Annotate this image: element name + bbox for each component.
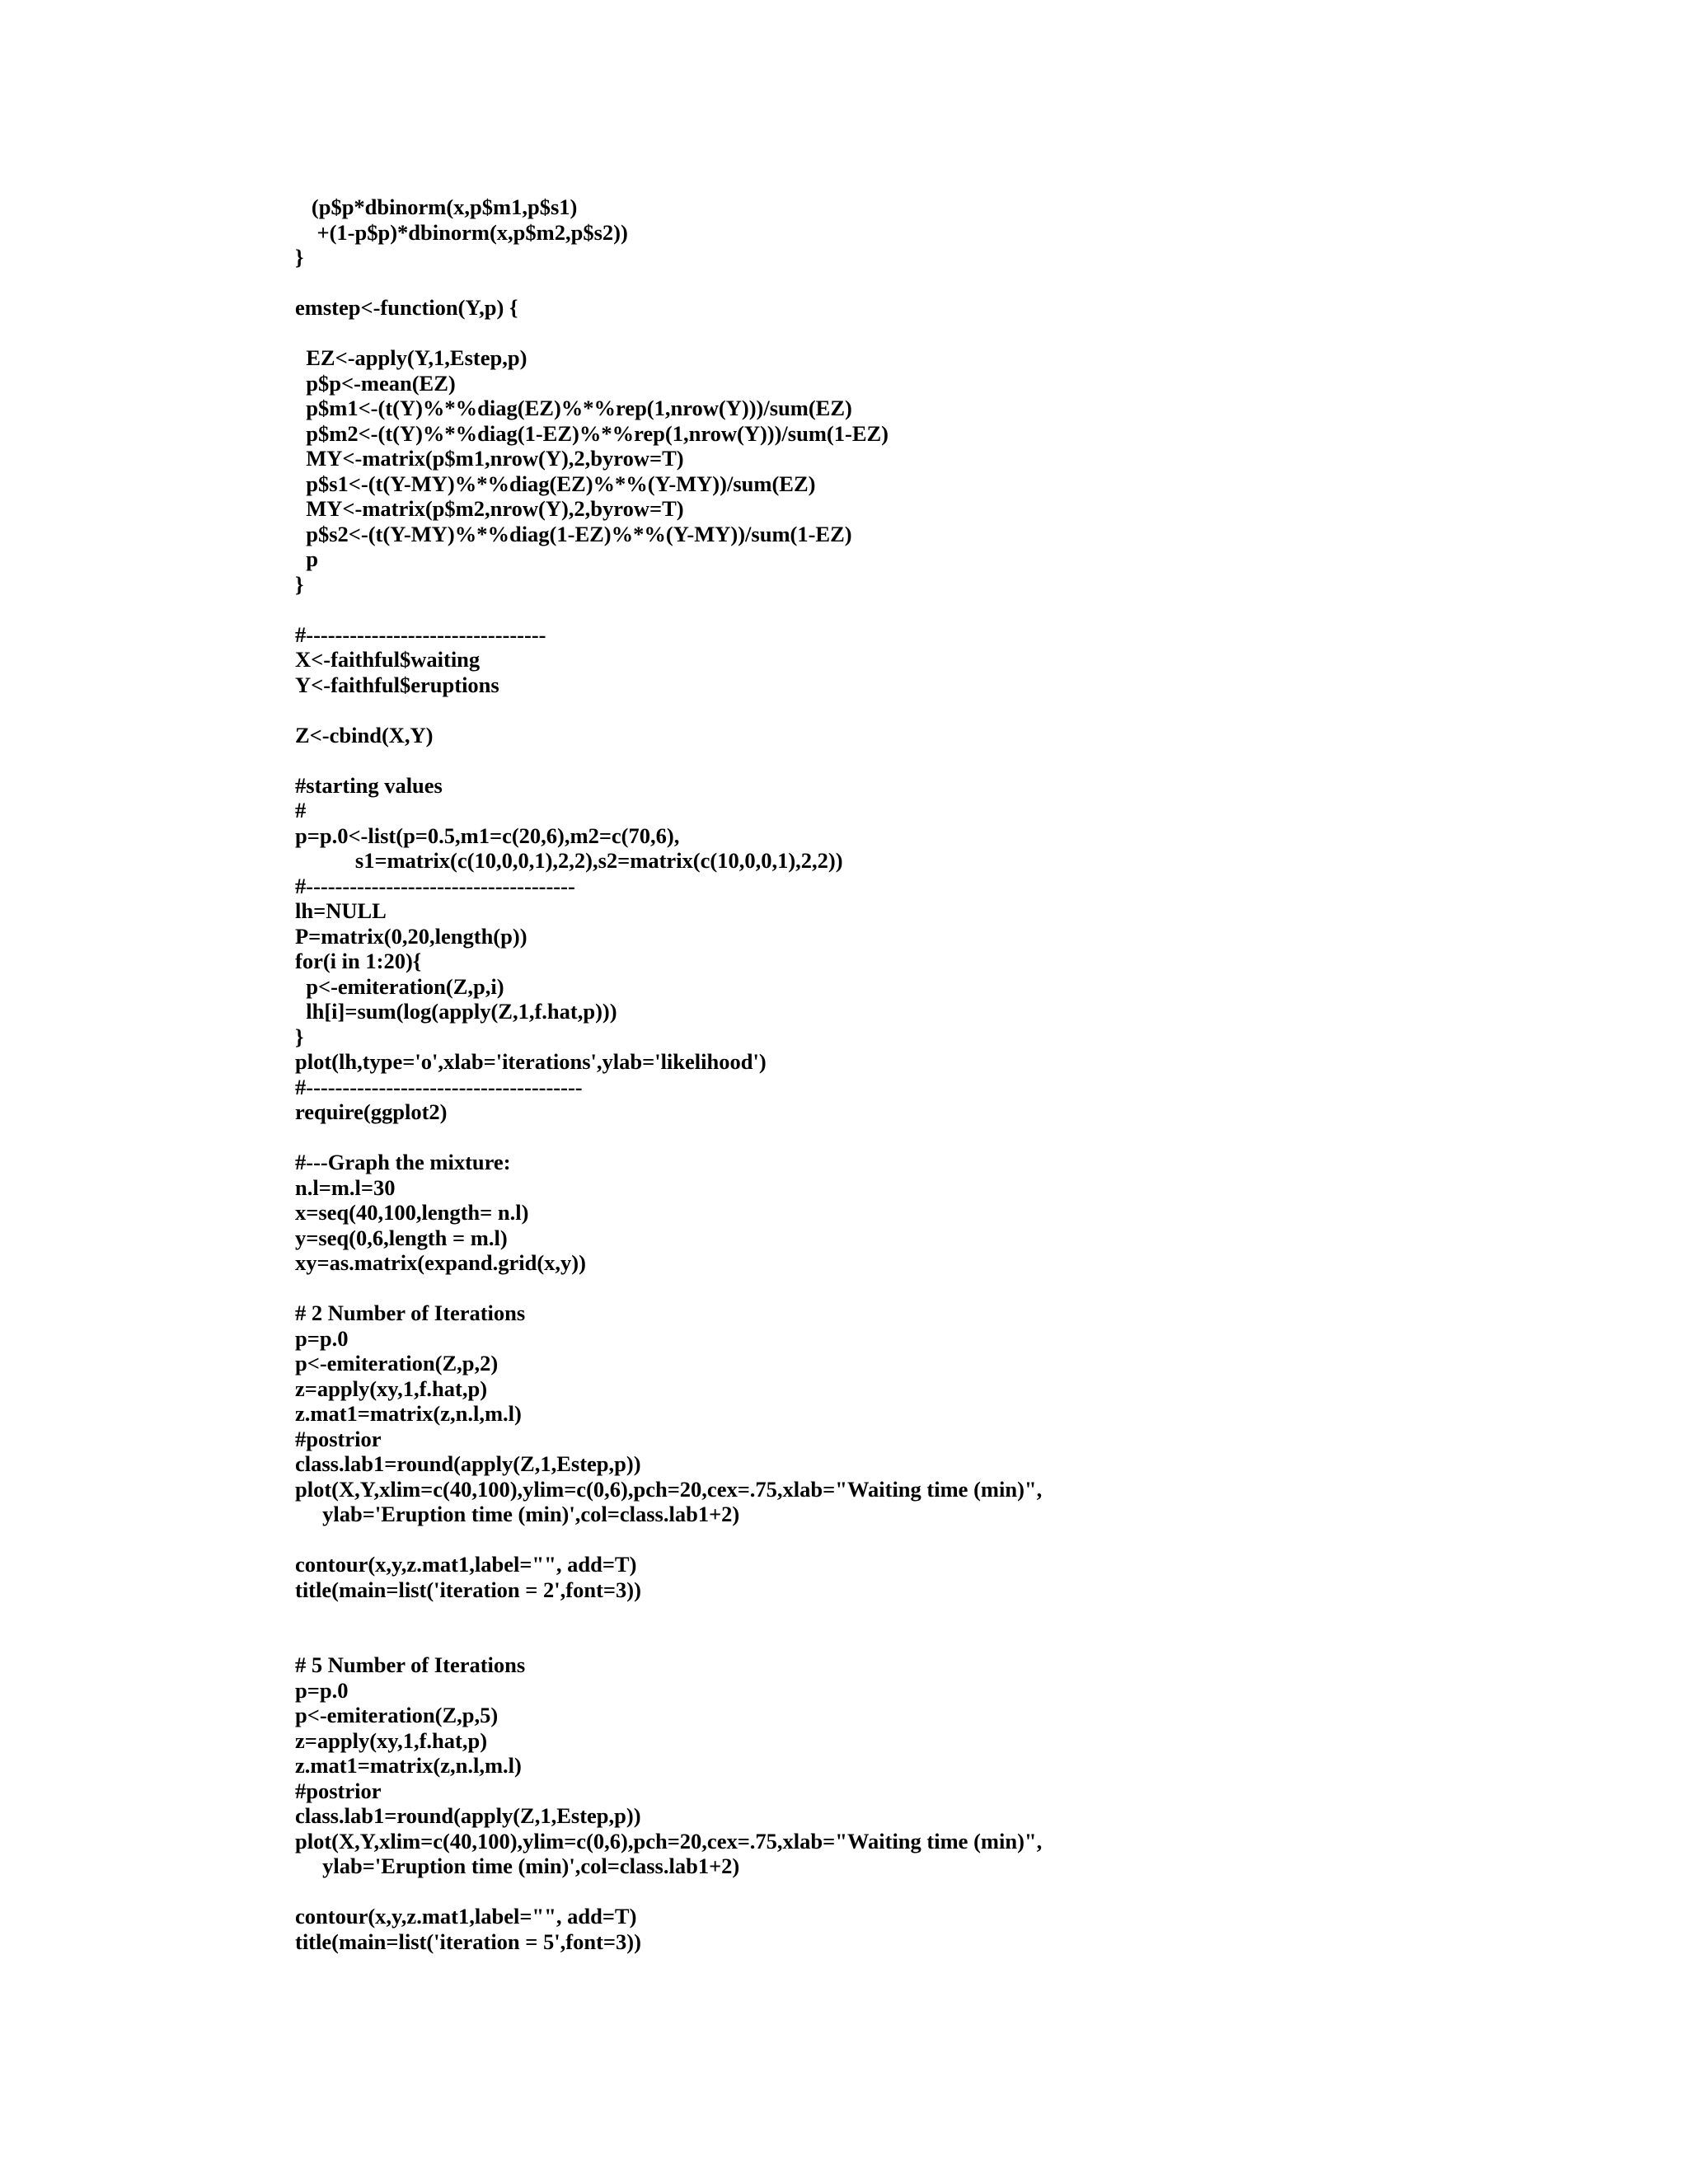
code-line: p<-emiteration(Z,p,2) [295, 1351, 499, 1376]
code-line: p=p.0<-list(p=0.5,m1=c(20,6),m2=c(70,6), [295, 823, 680, 848]
code-line: } [295, 571, 304, 597]
code-line: lh=NULL [295, 898, 387, 923]
code-line: p$s2<-(t(Y-MY)%*%diag(1-EZ)%*%(Y-MY))/sum(1-EZ) [295, 521, 852, 546]
code-line: n.l=m.l=30 [295, 1174, 396, 1200]
code-line: # 5 Number of Iterations [295, 1652, 526, 1677]
code-line: p<-emiteration(Z,p,5) [295, 1703, 499, 1727]
code-line [295, 748, 1647, 773]
code-line: Z<-cbind(X,Y) [295, 722, 434, 748]
code-line [295, 597, 1647, 622]
code-line: # [295, 798, 307, 823]
code-line: p$p<-mean(EZ) [295, 370, 456, 396]
code-line: require(ggplot2) [295, 1099, 448, 1124]
code-line: z.mat1=matrix(z,n.l,m.l) [295, 1753, 522, 1778]
code-line: #-------------------------------------- [295, 1074, 583, 1099]
code-line: p<-emiteration(Z,p,i) [295, 973, 504, 999]
code-line: Y<-faithful$eruptions [295, 672, 499, 697]
code-line: plot(X,Y,xlim=c(40,100),ylim=c(0,6),pch=20,cex=.75,xlab="Waiting time (min)", [295, 1476, 1043, 1502]
code-line: p=p.0 [295, 1325, 349, 1351]
code-line [295, 1628, 1647, 1653]
code-line: class.lab1=round(apply(Z,1,Estep,p)) [295, 1803, 641, 1828]
code-line: x=seq(40,100,length= n.l) [295, 1200, 529, 1225]
code-line: class.lab1=round(apply(Z,1,Estep,p)) [295, 1451, 641, 1476]
code-line [295, 1602, 1647, 1628]
code-line: #postrior [295, 1778, 382, 1803]
code-line [295, 321, 1647, 346]
code-line: p$m2<-(t(Y)%*%diag(1-EZ)%*%rep(1,nrow(Y)))/sum(1-EZ) [295, 420, 889, 446]
code-line: plot(lh,type='o',xlab='iterations',ylab='likelihood') [295, 1049, 767, 1074]
code-line: # 2 Number of Iterations [295, 1301, 526, 1325]
code-line: #------------------------------------- [295, 873, 575, 898]
code-line [295, 1125, 1647, 1151]
code-line [295, 1527, 1647, 1553]
code-line: title(main=list('iteration = 2',font=3)) [295, 1577, 641, 1602]
code-line: s1=matrix(c(10,0,0,1),2,2),s2=matrix(c(10,0,0,1),2,2)) [295, 848, 843, 873]
code-line: (p$p*dbinorm(x,p$m1,p$s1) [295, 194, 578, 219]
code-line: ylab='Eruption time (min)',col=class.lab1+2) [295, 1854, 740, 1878]
code-line: lh[i]=sum(log(apply(Z,1,f.hat,p))) [295, 999, 617, 1024]
code-line: #postrior [295, 1426, 382, 1451]
code-line: } [295, 1024, 304, 1049]
code-line: contour(x,y,z.mat1,label="", add=T) [295, 1552, 637, 1577]
code-line: P=matrix(0,20,length(p)) [295, 923, 528, 949]
code-line [295, 1276, 1647, 1301]
code-line: contour(x,y,z.mat1,label="", add=T) [295, 1904, 637, 1929]
code-line [295, 1879, 1647, 1905]
code-listing [295, 194, 1647, 1954]
code-line: z.mat1=matrix(z,n.l,m.l) [295, 1401, 522, 1426]
code-line: X<-faithful$waiting [295, 647, 481, 672]
code-line: title(main=list('iteration = 5',font=3)) [295, 1929, 641, 1954]
code-line: z=apply(xy,1,f.hat,p) [295, 1727, 488, 1753]
code-line: MY<-matrix(p$m1,nrow(Y),2,byrow=T) [295, 446, 684, 471]
code-line: z=apply(xy,1,f.hat,p) [295, 1376, 488, 1401]
code-line: xy=as.matrix(expand.grid(x,y)) [295, 1250, 586, 1275]
code-line: MY<-matrix(p$m2,nrow(Y),2,byrow=T) [295, 496, 684, 521]
code-line: plot(X,Y,xlim=c(40,100),ylim=c(0,6),pch=20,cex=.75,xlab="Waiting time (min)", [295, 1828, 1043, 1854]
code-line: y=seq(0,6,length = m.l) [295, 1225, 508, 1250]
code-line: emstep<-function(Y,p) { [295, 295, 518, 320]
code-line: } [295, 245, 304, 269]
code-line: p$m1<-(t(Y)%*%diag(EZ)%*%rep(1,nrow(Y)))/sum(EZ) [295, 396, 852, 420]
code-line: for(i in 1:20){ [295, 949, 422, 973]
code-line: p [295, 546, 318, 571]
code-line: +(1-p$p)*dbinorm(x,p$m2,p$s2)) [295, 219, 628, 245]
code-line: p=p.0 [295, 1677, 349, 1703]
code-line: ylab='Eruption time (min)',col=class.lab1+2) [295, 1502, 740, 1526]
code-line: p$s1<-(t(Y-MY)%*%diag(EZ)%*%(Y-MY))/sum(EZ) [295, 471, 816, 496]
code-line: #starting values [295, 772, 443, 798]
code-line: #---Graph the mixture: [295, 1150, 511, 1174]
code-line: #--------------------------------- [295, 621, 546, 647]
code-line [295, 270, 1647, 296]
code-line [295, 697, 1647, 723]
code-line: EZ<-apply(Y,1,Estep,p) [295, 345, 528, 370]
